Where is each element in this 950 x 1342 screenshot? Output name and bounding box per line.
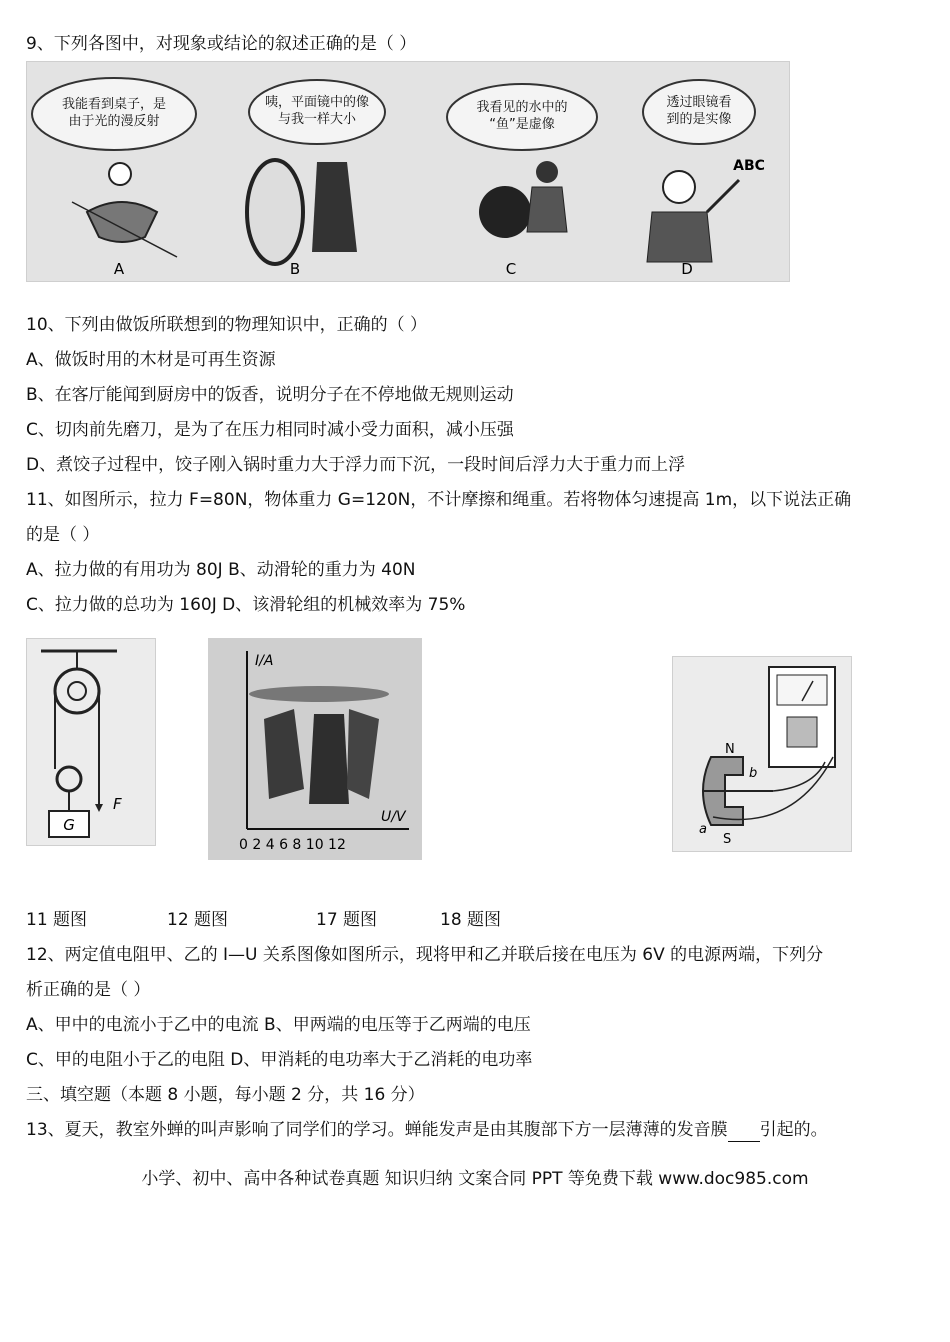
q11-options-ab: A、拉力做的有用功为 80J B、动滑轮的重力为 40N <box>26 560 416 580</box>
pulley-figure <box>26 638 156 846</box>
caption-fig18: 18 题图 <box>440 910 502 930</box>
fish-bowl-illustration <box>479 161 567 238</box>
magnet-figure <box>672 656 852 852</box>
q9-figure-drawing <box>27 62 789 281</box>
magnet-a-label: a <box>699 822 707 837</box>
pulley-g-label: G <box>63 816 75 834</box>
bubble-d-text: 透过眼镜看到的是实像 <box>666 95 732 127</box>
abc-text: ABC <box>733 158 765 174</box>
label-a: A <box>113 260 125 278</box>
graph-tick-labels: 0 2 4 6 8 10 12 <box>239 837 346 853</box>
page-footer: 小学、初中、高中各种试卷真题 知识归纳 文案合同 PPT 等免费下载 www.doc985.com <box>141 1169 809 1189</box>
q12-stem-line1: 12、两定值电阻甲、乙的 I—U 关系图像如图所示，现将甲和乙并联后接在电压为 6V 的电源两端，下列分 <box>26 945 824 965</box>
magnet-n-label: N <box>725 742 735 757</box>
section3-heading: 三、填空题（本题 8 小题，每小题 2 分，共 16 分） <box>26 1085 425 1105</box>
q10-option-b: B、在客厅能闻到厨房中的饭香，说明分子在不停地做无规则运动 <box>26 385 514 405</box>
q12-options-ab: A、甲中的电流小于乙中的电流 B、甲两端的电压等于乙两端的电压 <box>26 1015 531 1035</box>
bubble-c <box>447 84 597 150</box>
magnet-s-label: S <box>723 832 732 847</box>
q10-option-d: D、煮饺子过程中，饺子刚入锅时重力大于浮力而下沉，一段时间后浮力大于重力而上浮 <box>26 455 686 475</box>
caption-fig11: 11 题图 <box>26 910 88 930</box>
q9-stem: 9、下列各图中，对现象或结论的叙述正确的是（ ） <box>26 34 417 54</box>
q9-figure <box>26 61 790 282</box>
bubble-d <box>643 80 755 144</box>
q13-text-before: 13、夏天，教室外蝉的叫声影响了同学们的学习。蝉能发声是由其腹部下方一层薄薄的发音膜 <box>26 1120 728 1140</box>
q11-options-cd: C、拉力做的总功为 160J D、该滑轮组的机械效率为 75% <box>26 595 466 615</box>
label-c: C <box>505 260 517 278</box>
q13-answer-blank[interactable] <box>728 1119 760 1142</box>
q12-stem-line2: 析正确的是（ ） <box>26 980 151 1000</box>
q10-option-a: A、做饭时用的木材是可再生资源 <box>26 350 276 370</box>
bubble-a <box>32 78 196 150</box>
q10-stem: 10、下列由做饭所联想到的物理知识中，正确的（ ） <box>26 315 428 335</box>
graph-x-label: U/V <box>381 809 406 825</box>
bubble-b <box>249 80 385 144</box>
q10-option-c: C、切肉前先磨刀，是为了在压力相同时减小受力面积，减小压强 <box>26 420 514 440</box>
magnet-drawing <box>673 657 851 851</box>
label-d: D <box>681 260 693 278</box>
teacher-glasses-illustration <box>647 171 739 262</box>
iu-graph-drawing <box>209 639 421 859</box>
label-b: B <box>289 260 301 278</box>
iu-graph-figure <box>208 638 422 860</box>
q11-stem-line1: 11、如图所示，拉力 F=80N，物体重力 G=120N，不计摩擦和绳重。若将物体匀速提高 1m，以下说法正确 <box>26 490 852 510</box>
graph-y-label: I/A <box>255 653 274 669</box>
q12-options-cd: C、甲的电阻小于乙的电阻 D、甲消耗的电功率大于乙消耗的电功率 <box>26 1050 533 1070</box>
q13-text-after: 引起的。 <box>759 1120 828 1140</box>
q13-line <box>26 1119 828 1142</box>
q11-stem-line2: 的是（ ） <box>26 525 100 545</box>
girl-table-illustration <box>72 163 177 257</box>
pulley-f-label: F <box>113 795 122 813</box>
mirror-illustration <box>247 160 357 264</box>
pulley-figure-drawing <box>27 639 155 845</box>
bubble-a-text: 我能看到桌子，是由于光的漫反射 <box>61 97 167 129</box>
bubble-c-text: 我看见的水中的“鱼”是虚像 <box>476 100 568 132</box>
bubble-b-text: 咦，平面镜中的像与我一样大小 <box>264 95 370 127</box>
caption-fig12: 12 题图 <box>167 910 229 930</box>
magnet-b-label: b <box>749 766 758 781</box>
caption-fig17: 17 题图 <box>316 910 378 930</box>
